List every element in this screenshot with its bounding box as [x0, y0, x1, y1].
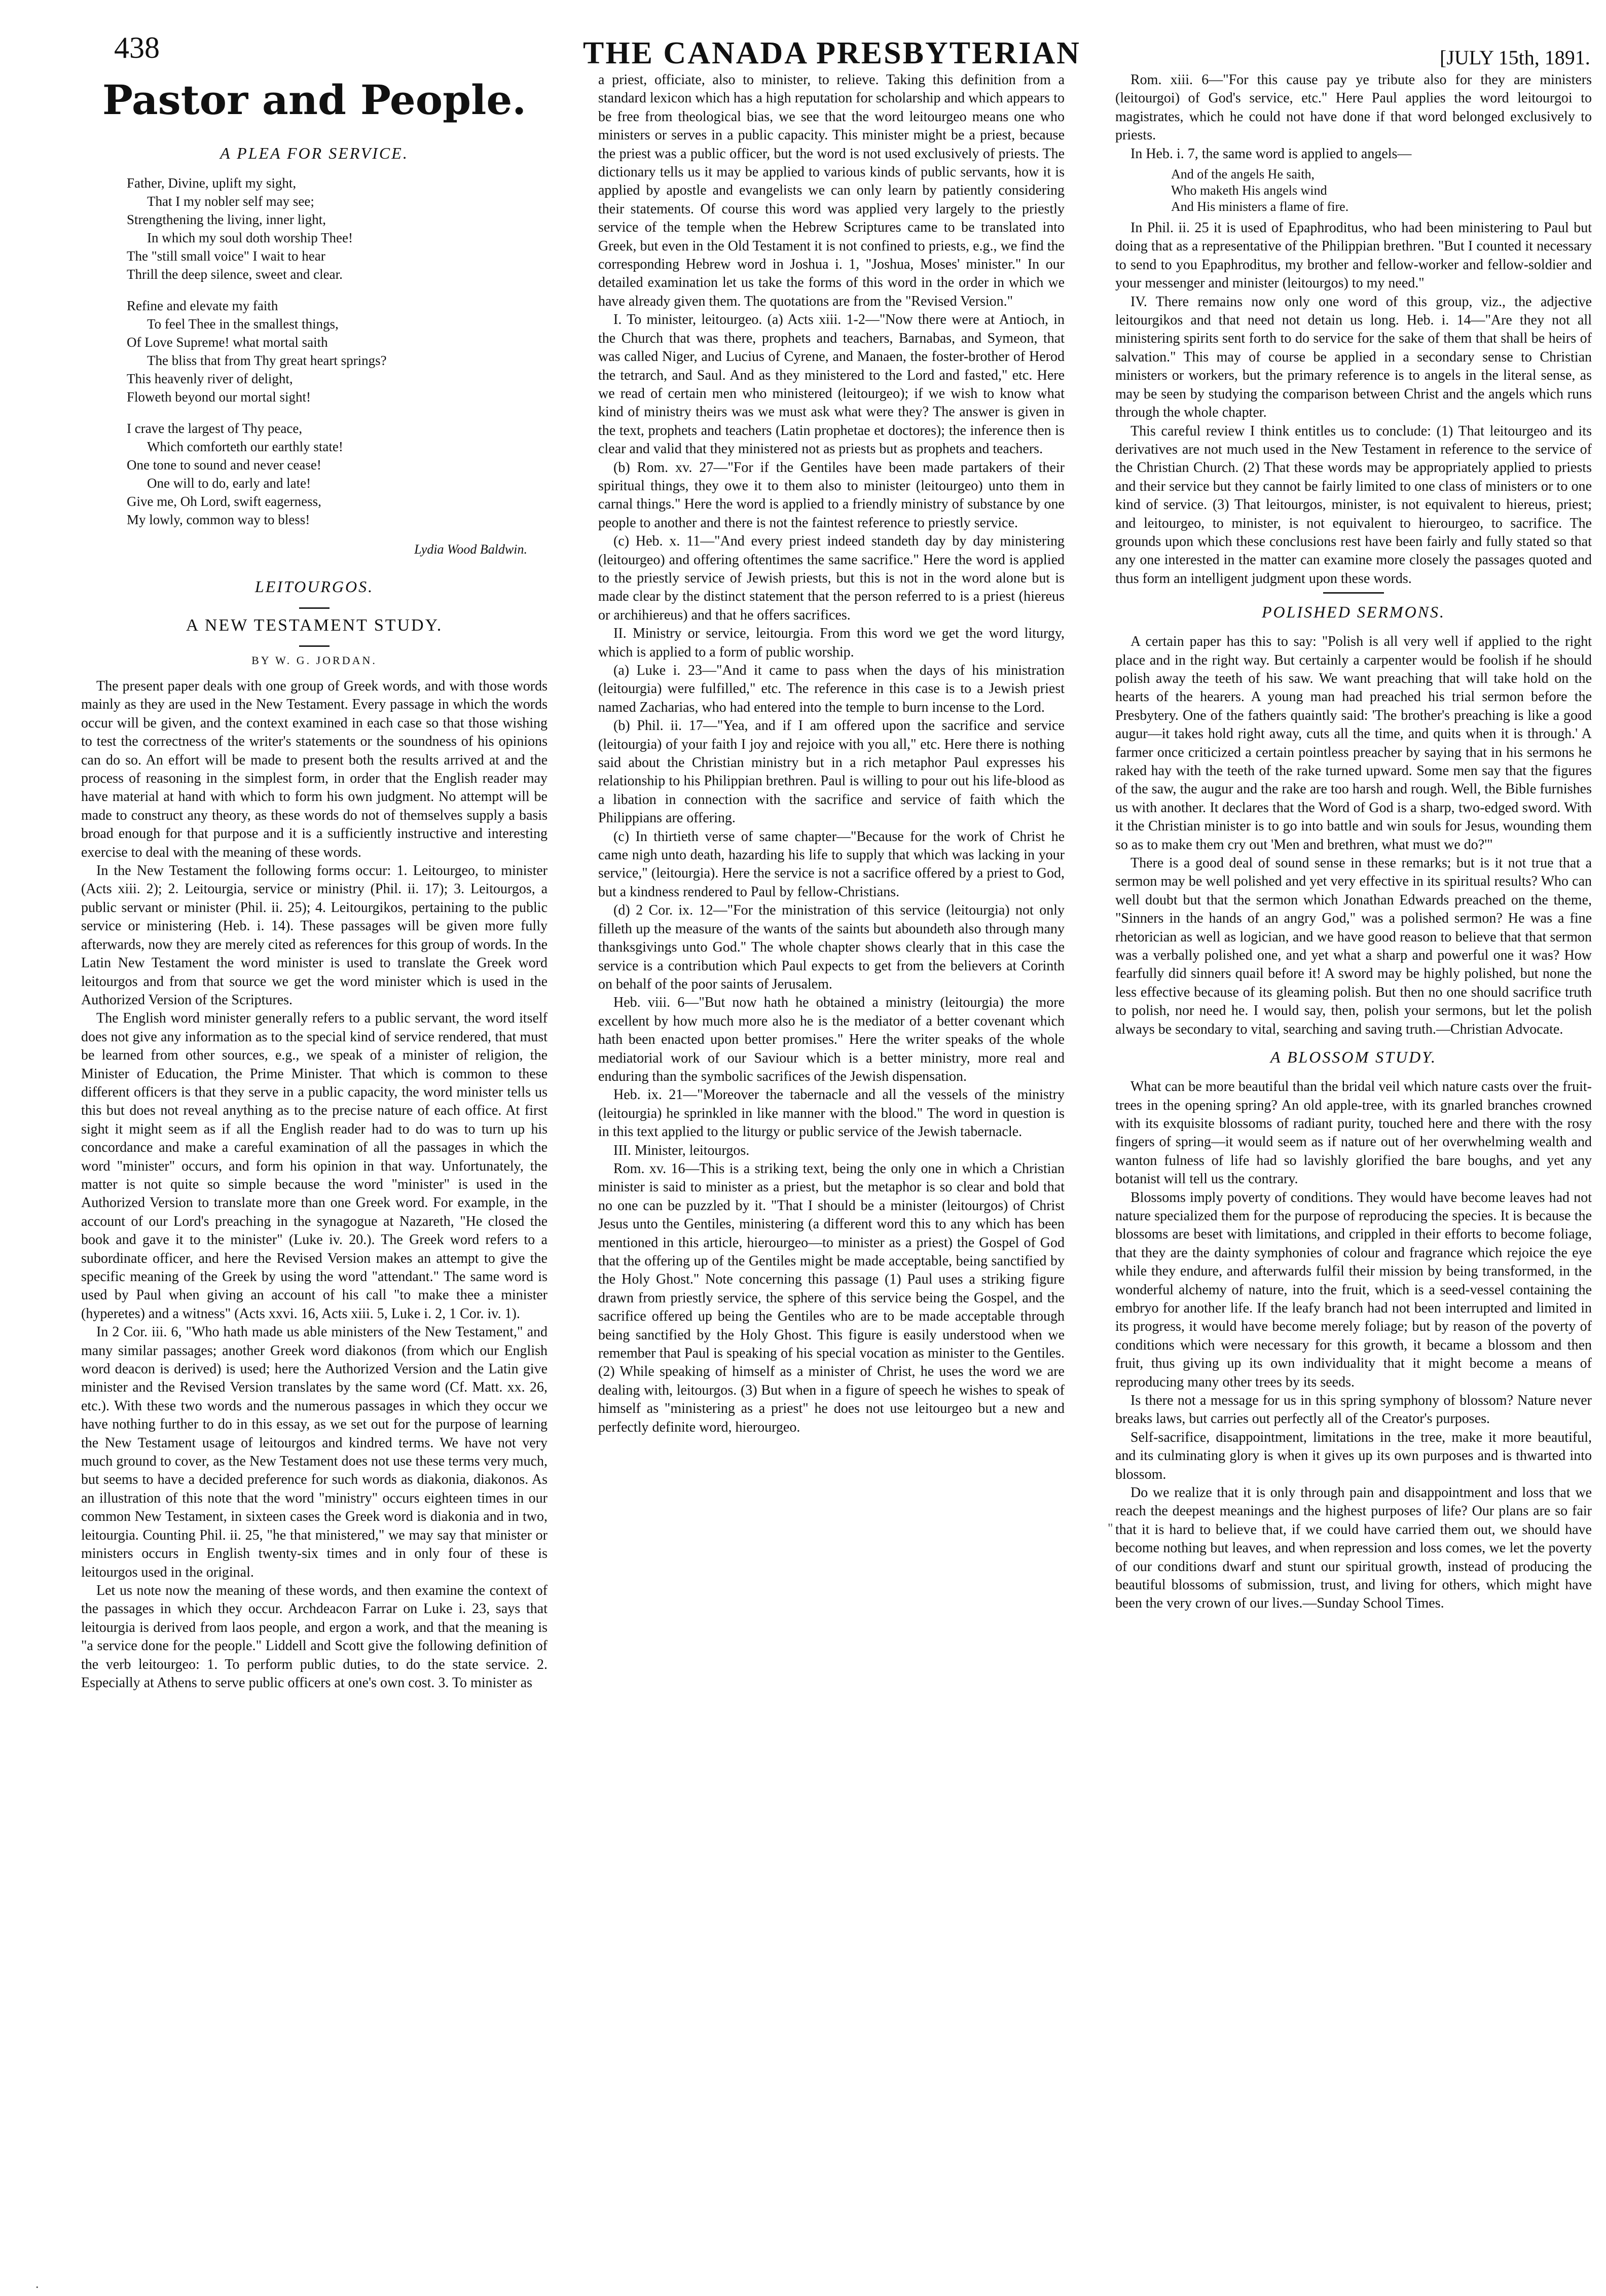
poem-line: This heavenly river of delight, [127, 371, 293, 386]
article-paragraph: (c) Heb. x. 11—"And every priest indeed standeth day by day ministering (leitourgeo) and offering oftentimes the same sacrifice." Here the word is applied to the priestly service of Jewish priests, but this is not in the word alone but is made clear by the distinct statement that the person referred to is a priest (hiereus or archihiereus) and that he offers sacrifices. [598, 533, 1065, 623]
poem-title: A PLEA FOR SERVICE. [220, 144, 409, 162]
column-2 [598, 71, 1065, 2276]
divider [299, 645, 330, 647]
page-number: 438 [114, 31, 160, 64]
article-paragraph: Self-sacrifice, disappointment, limitations in the tree, make it more beautiful, and its culminating glory is when it gives up its own purposes and is thwarted into blossom. [1115, 1429, 1592, 1482]
quote-line: And of the angels He saith, [1171, 167, 1315, 182]
polished-sermons-title: POLISHED SERMONS. [1261, 603, 1446, 622]
section-title: Pastor and People. [102, 76, 527, 124]
poem-line: Refine and elevate my faith [127, 298, 278, 313]
article-paragraph: The English word minister generally refers to a public servant, the word itself does not give any information as to the special kind of service rendered, that must be learned from other sources, e.g., we speak of a minister of religion, the Minister of Education, the Prime Minister. That which is common to these different officers is that they serve in a public capacity, the word minister tells us this but does not reveal anything as to the precise nature of each office. At first sight it might seem as if all the English reader had to do was to turn up his concordance and make a careful examination of all the passages in which the word "minister" occurs, and form his opinion in that way. Unfortunately, the matter is not quite so simple because the word "minister" is used in the Authorized Version to translate more than one Greek word. For example, in the account of our Lord's preaching in the synagogue at Nazareth, "He closed the book and gave it to the minister" (Luke iv. 20.). The Greek word refers to a subordinate officer, and here the Revised Version makes an attempt to give the specific meaning of the Greek by using the word "attendant." The same word is used by Paul when giving an account of his call "to make thee a minister (hyperetes) and a witness" (Acts xxvi. 16, Acts xiii. 5, Luke i. 2, 1 Cor. iv. 1). [81, 1010, 548, 1322]
article-paragraph: (d) 2 Cor. ix. 12—"For the ministration of this service (leitourgia) not only filleth up the measure of the wants of the saints but aboundeth also through many thanksgivings unto God." The whole chapter shows clearly that in this case the service is a contribution which Paul expects to get from the believers at Corinth on behalf of the poor saints of Jerusalem. [598, 902, 1065, 992]
article-paragraph: Rom. xiii. 6—"For this cause pay ye tribute also for they are ministers (leitourgoi) of God's service, etc." Here Paul applies the word leitourgoi to magistrates, which he could not have done if that word belonged exclusively to priests. [1115, 72, 1592, 143]
poem-line: I crave the largest of Thy peace, [127, 421, 303, 436]
article-paragraph: In the New Testament the following forms occur: 1. Leitourgeo, to minister (Acts xiii. 2); 2. Leitourgia, service or ministry (Phil. ii. 17); 3. Leitourgos, a public servant or minister (Phil. ii. 25); 4. Leitourgikos, pertaining to the public service or ministering (Heb. i. 14). These passages will be given more fully afterwards, now they are merely cited as references for this group of words. In the Latin New Testament the word minister is used to translate the Greek word leitourgos and from that source we get the word minister which is used in the Authorized Version of the Scriptures. [81, 863, 548, 1008]
poem-line: One tone to sound and never cease! [127, 457, 321, 472]
divider [1323, 592, 1384, 594]
article-paragraph: Heb. viii. 6—"But now hath he obtained a ministry (leitourgia) the more excellent by how much more also he is the mediator of a better covenant which hath been enacted upon better promises." Here the writer speaks of the whole mediatorial work of our Saviour which is a better ministry, more real and enduring than the symbolic sacrifices of the Jewish dispensation. [598, 995, 1065, 1084]
poem-line: One will to do, early and late! [147, 476, 311, 491]
poem-line: Strengthening the living, inner light, [127, 212, 326, 227]
article-paragraph: (b) Rom. xv. 27—"For if the Gentiles have been made partakers of their spiritual things, they owe it to them also to minister (leitourgeo) unto them in carnal things." Here the word is applied to a friendly ministry of substance by one people to another and there is not the faintest reference to priestly service. [598, 459, 1065, 531]
article-subtitle: A NEW TESTAMENT STUDY. [186, 616, 443, 635]
article-paragraph: II. Ministry or service, leitourgia. From this word we get the word liturgy, which is applied to a form of public worship. [598, 626, 1065, 660]
poem-line: Give me, Oh Lord, swift eagerness, [127, 494, 321, 509]
article-paragraph: A certain paper has this to say: "Polish is all very well if applied to the right place and in the right way. But certainly a carpenter would be foolish if he should polish away the teeth of his saw. We want preaching that will take hold on the hearts of the hearers. A young man had preached his trial sermon before the Presbytery. One of the fathers quaintly said: 'The brother's preaching is like a good augur—it takes hold right away, cuts all the time, and quits when it is through.' A farmer once criticized a certain pointless preacher by saying that in his sermons he raked hay with the teeth of the rake turned upward. Some men say that the figures of the saw, the augur and the rake are too harsh and rough. Well, the Bible furnishes us with another. It declares that the Word of God is a sharp, two-edged sword. With it the Christian minister is to go into battle and win souls for Jesus, wounding them so as to make them cry out 'Men and brethren, what must we do?'" [1115, 634, 1592, 853]
article-paragraph: In Heb. i. 7, the same word is applied to angels— [1130, 145, 1412, 162]
poem-line: Which comforteth our earthly state! [147, 439, 343, 454]
article-paragraph: Blossoms imply poverty of conditions. They would have become leaves had not nature specialized them for the purpose of reproducing the species. It is because the blossoms are beset with limitations, and crippled in their efforts to become foliage, that they are the dainty symphonies of colour and fragrance which rejoice the eye while they endure, and afterwards fulfil their mission by being transformed, in the wonderful alchemy of nature, into the fruit, which is a seed-vessel containing the embryo for another life. If the leafy branch had not been interrupted and limited in its progress, it would have become merely foliage; but by reason of the poverty of conditions which were necessary for this growth, it became a blossom and then fruit, thus giving up its own individuality that it might become a means of reproducing many other trees by its seeds. [1115, 1189, 1592, 1390]
poem-stanza [127, 174, 548, 283]
poem-line: In which my soul doth worship Thee! [147, 230, 353, 245]
column-1 [81, 71, 548, 2276]
poem-line: Of Love Supreme! what mortal saith [127, 335, 328, 350]
article-paragraph: IV. There remains now only one word of this group, viz., the adjective leitourgikos and that need not detain us long. Heb. i. 14—"Are they not all ministering spirits sent forth to do service for the sake of them that shall be heirs of salvation." This may of course be applied in a secondary sense to Christian ministers or workers, but the primary reference is to angels in the literal sense, as may be seen by studying the comparison between Christ and the angels which runs through the whole chapter. [1115, 294, 1592, 421]
poem-author: Lydia Wood Baldwin. [414, 542, 527, 557]
article-paragraph: The present paper deals with one group of Greek words, and with those words mainly as they are used in the New Testament. Every passage in which the words occur will be given, and the context examined in each case so that those wishing to test the correctness of the writer's statements or the soundness of his opinions can do so. An effort will be made to present both the results arrived at and the process of reasoning in the simplest form, in order that the English reader may have material at hand with which to form his own judgment. No attempt will be made to construct any theory, as these words do not of themselves supply a basis broad enough for that purpose and it is a sufficiently instructive and interesting exercise to deal with the meaning of these words. [81, 678, 548, 860]
poem-line: The bliss that from Thy great heart springs? [147, 353, 387, 368]
article-paragraph: What can be more beautiful than the bridal veil which nature casts over the fruit-trees in the opening spring? An old apple-tree, with its gnarled branches crowned with its exquisite blossoms of radiant purity, touched here and there with the rosy fingers of spring—it would seem as if nature out of her overwhelming wealth and wanton fulness of life had so lavishly glorified the bare boughs, and yet any botanist will tell us the contrary. [1115, 1079, 1592, 1187]
article-paragraph: Let us note now the meaning of these words, and then examine the context of the passages in which they occur. Archdeacon Farrar on Luke i. 23, says that leitourgia is derived from laos people, and ergon a work, and that the meaning is "a service done for the people." Liddell and Scott give the following definition of the verb leitourgeo: 1. To perform public duties, to do the state service. 2. Especially at Athens to serve public officers at one's own cost. 3. To minister as [81, 1582, 548, 1691]
divider [299, 607, 330, 609]
issue-date: [JULY 15th, 1891. [1440, 46, 1590, 69]
poem-line: To feel Thee in the smallest things, [147, 316, 339, 332]
poem-line: Thrill the deep silence, sweet and clear. [127, 267, 343, 282]
article-paragraph: (a) Luke i. 23—"And it came to pass when the days of his ministration (leitourgia) were fulfilled," etc. The reference in this case is to a Jewish priest named Zacharias, who had entered into the temple to burn incense to the Lord. [598, 663, 1065, 715]
footer-mark: . [35, 2276, 39, 2291]
article-paragraph: a priest, officiate, also to minister, to relieve. Taking this definition from a standard lexicon which has a high reputation for scholarship and which appears to be free from theological bias, we see that the word leitourgeo means one who ministers or serves in a public capacity. This minister might be a priest, because the priest was a public officer, but the word is not used exclusively of priests. The dictionary tells us it may be applied to various kinds of public servants, how it is applied by apostle and evangelists we can only learn by patiently considering their statements. Of course this word was applied very largely to the priestly service of the temple when the Hebrew Scriptures came to be translated into Greek, but even in the Old Testament it is not confined to priests, e.g., we find the corresponding Hebrew word in Joshua i. 1, "Joshua, Moses' minister." In our detailed examination let us take the forms of this word in the order in which we have already given them. The quotations are from the "Revised Version." [598, 72, 1065, 309]
article-paragraph: Rom. xv. 16—This is a striking text, being the only one in which a Christian minister is said to minister as a priest, but the metaphor is so clear and bold that no one can be puzzled by it. "That I should be a minister (leitourgos) of Christ Jesus unto the Gentiles, ministering (a different word this to any which has been mentioned in this article, hierourgeo—to minister as a priest) the Gospel of God that the offering up of the Gentiles might be made acceptable, being sanctified by the Holy Ghost." Note concerning this passage (1) Paul uses a striking figure drawn from priestly service, the sphere of this service being the Gospel, and the sacrifice offered up being the Gentiles who are to be made acceptable through being sanctified by the Holy Ghost. This figure is easily understood when we remember that Paul is speaking of his special vocation as minister to the Gentiles. (2) While speaking of himself as a minister of Christ, he uses the word we are dealing with, leitourgos. (3) But when in a figure of speech he wishes to speak of himself as "ministering as a priest" he does not use leitourgeo but a new and perfectly definite word, hierourgeo. [598, 1160, 1065, 1435]
article-paragraph: Do we realize that it is only through pain and disappointment and loss that we reach the deepest meanings and the highest purposes of life? Our plans are so fair that it is hard to believe that, if we could have carried them out, we should have become nothing but leaves, and when repression and loss comes, we let the poverty of our conditions dwarf and stunt our spiritual growth, instead of producing the beautiful blossoms of submission, trust, and living for others, which might have been the very crown of our lives.—Sunday School Times. [1115, 1485, 1592, 1612]
margin-mark: " [1108, 1521, 1113, 1536]
article-paragraph: I. To minister, leitourgeo. (a) Acts xiii. 1-2—"Now there were at Antioch, in the Church that was there, prophets and teachers, Barnabas, and Symeon, that was called Niger, and Lucius of Cyrene, and Manaen, the foster-brother of Herod the tetrarch, and Saul. And as they ministered to the Lord and fasted," etc. Here we read of certain men who ministered (leitourgeo); if we wish to know what kind of ministry theirs was we must ask what were they? The answer is given in the text, prophets and teachers (Latin prophetae et doctores); the inference then is clear and valid that they ministered not as priests but as prophets and teachers. [598, 312, 1065, 457]
poem-stanza [127, 419, 548, 529]
poem-line: Floweth beyond our mortal sight! [127, 389, 311, 405]
article-paragraph: Is there not a message for us in this spring symphony of blossom? Nature never breaks laws, but carries out perfectly all of the Creator's purposes. [1115, 1393, 1592, 1427]
article-paragraph: This careful review I think entitles us to conclude: (1) That leitourgeo and its derivatives are not much used in the New Testament in reference to the service of the Christian Church. (2) That these words may be appropriately applied to priests and their service but they cannot be fairly limited to one class of ministers or to one kind of service. (3) That leitourgos, minister, is not equivalent to hiereus, priest; and leitourgeo, to minister, is not equivalent to hierourgeo, to sacrifice. The grounds upon which these conclusions rest have been fairly and fully stated so that any one interested in the matter can examine more closely the passages quoted and thus form an intelligent judgment upon these words. [1115, 423, 1592, 587]
poem-line: The "still small voice" I wait to hear [127, 248, 325, 264]
poem-stanza [127, 297, 548, 406]
article-paragraph: In 2 Cor. iii. 6, "Who hath made us able ministers of the New Testament," and many similar passages; another Greek word diakonos (from which our English word deacon is derived) is used; here the Authorized Version and the Latin give minister and the Revised Version translates by the same word (Cf. Matt. xx. 26, etc.). With these two words and the numerous passages in which they occur we have nothing further to do in this essay, as we set out for the purpose of learning the New Testament usage of leitourgos and kindred terms. We have not very much ground to cover, as the New Testament does not use these terms very much, but seems to have a decided preference for such words as diakonia, diakonos. As an illustration of this note that the word "ministry" occurs eighteen times in our common New Testament, in sixteen cases the Greek word is diakonia and in two, leitourgia. Counting Phil. ii. 25, "he that ministered," we may say that minister or ministers occurs in English twenty-six times and in only four of these is leitourgos used in the original. [81, 1324, 548, 1580]
quote-line: Who maketh His angels wind [1171, 183, 1327, 198]
article-paragraph: (b) Phil. ii. 17—"Yea, and if I am offered upon the sacrifice and service (leitourgia) of your faith I joy and rejoice with you all," etc. Here there is nothing said about the Christian ministry but in a rich metaphor Paul expresses his relationship to his Philippian brethren. Paul is willing to pour out his life-blood as a libation in connection with the sacrifice and service of faith which the Philippians are offering. [598, 718, 1065, 826]
poem [127, 174, 548, 529]
blossom-study-title: A BLOSSOM STUDY. [1270, 1048, 1437, 1067]
poem-line: Father, Divine, uplift my sight, [127, 175, 297, 191]
article-paragraph: There is a good deal of sound sense in these remarks; but is it not true that a sermon may be well polished and yet very effective in its spiritual results? Who can well doubt but that the sermon which Jonathan Edwards preached on the theme, "Sinners in the hands of an angry God," was a polished sermon? He was a fine rhetorician as well as logician, and we have good reason to believe that that sermon was a verbally polished one, and yet what a sharp and powerful one it was? How fearfully did sinners quail before it! A sword may be highly polished, but none the less effective because of its gleaming polish. But then no one should sacrifice truth to polish, nor need he. I would say, then, polish your sermons, but let the polish always be secondary to vital, searching and saving truth.—Christian Advocate. [1115, 855, 1592, 1037]
article-paragraph: In Phil. ii. 25 it is used of Epaphroditus, who had been ministering to Paul but doing that as a representative of the Philippian brethren. "But I counted it necessary to send to you Epaphroditus, my brother and fellow-worker and fellow-soldier and your messenger and minister (leitourgos) to my need." [1115, 220, 1592, 291]
journal-title: THE CANADA PRESBYTERIAN [583, 36, 1081, 70]
article-title: LEITOURGOS. [254, 577, 374, 596]
poem-line: That I my nobler self may see; [147, 194, 314, 209]
article-paragraph: Heb. ix. 21—"Moreover the tabernacle and all the vessels of the ministry (leitourgia) he sprinkled in like manner with the blood." The word in question is in this text applied to the liturgy or public service of the Jewish tabernacle. [598, 1087, 1065, 1140]
poem-line: My lowly, common way to bless! [127, 512, 310, 527]
article-paragraph: (c) In thirtieth verse of same chapter—"Because for the work of Christ he came nigh unto death, hazarding his life to supply that which was lacking in your service," (leitourgia). Here the service is not a sacrifice offered by a priest to God, but a kindness rendered to Paul by fellow-Christians. [598, 828, 1065, 900]
article-paragraph: III. Minister, leitourgos. [613, 1142, 750, 1158]
article-byline: BY W. G. JORDAN. [251, 654, 377, 667]
quote-line: And His ministers a flame of fire. [1171, 199, 1349, 214]
column-3 [1115, 71, 1592, 2276]
scripture-quote [1171, 166, 1592, 215]
